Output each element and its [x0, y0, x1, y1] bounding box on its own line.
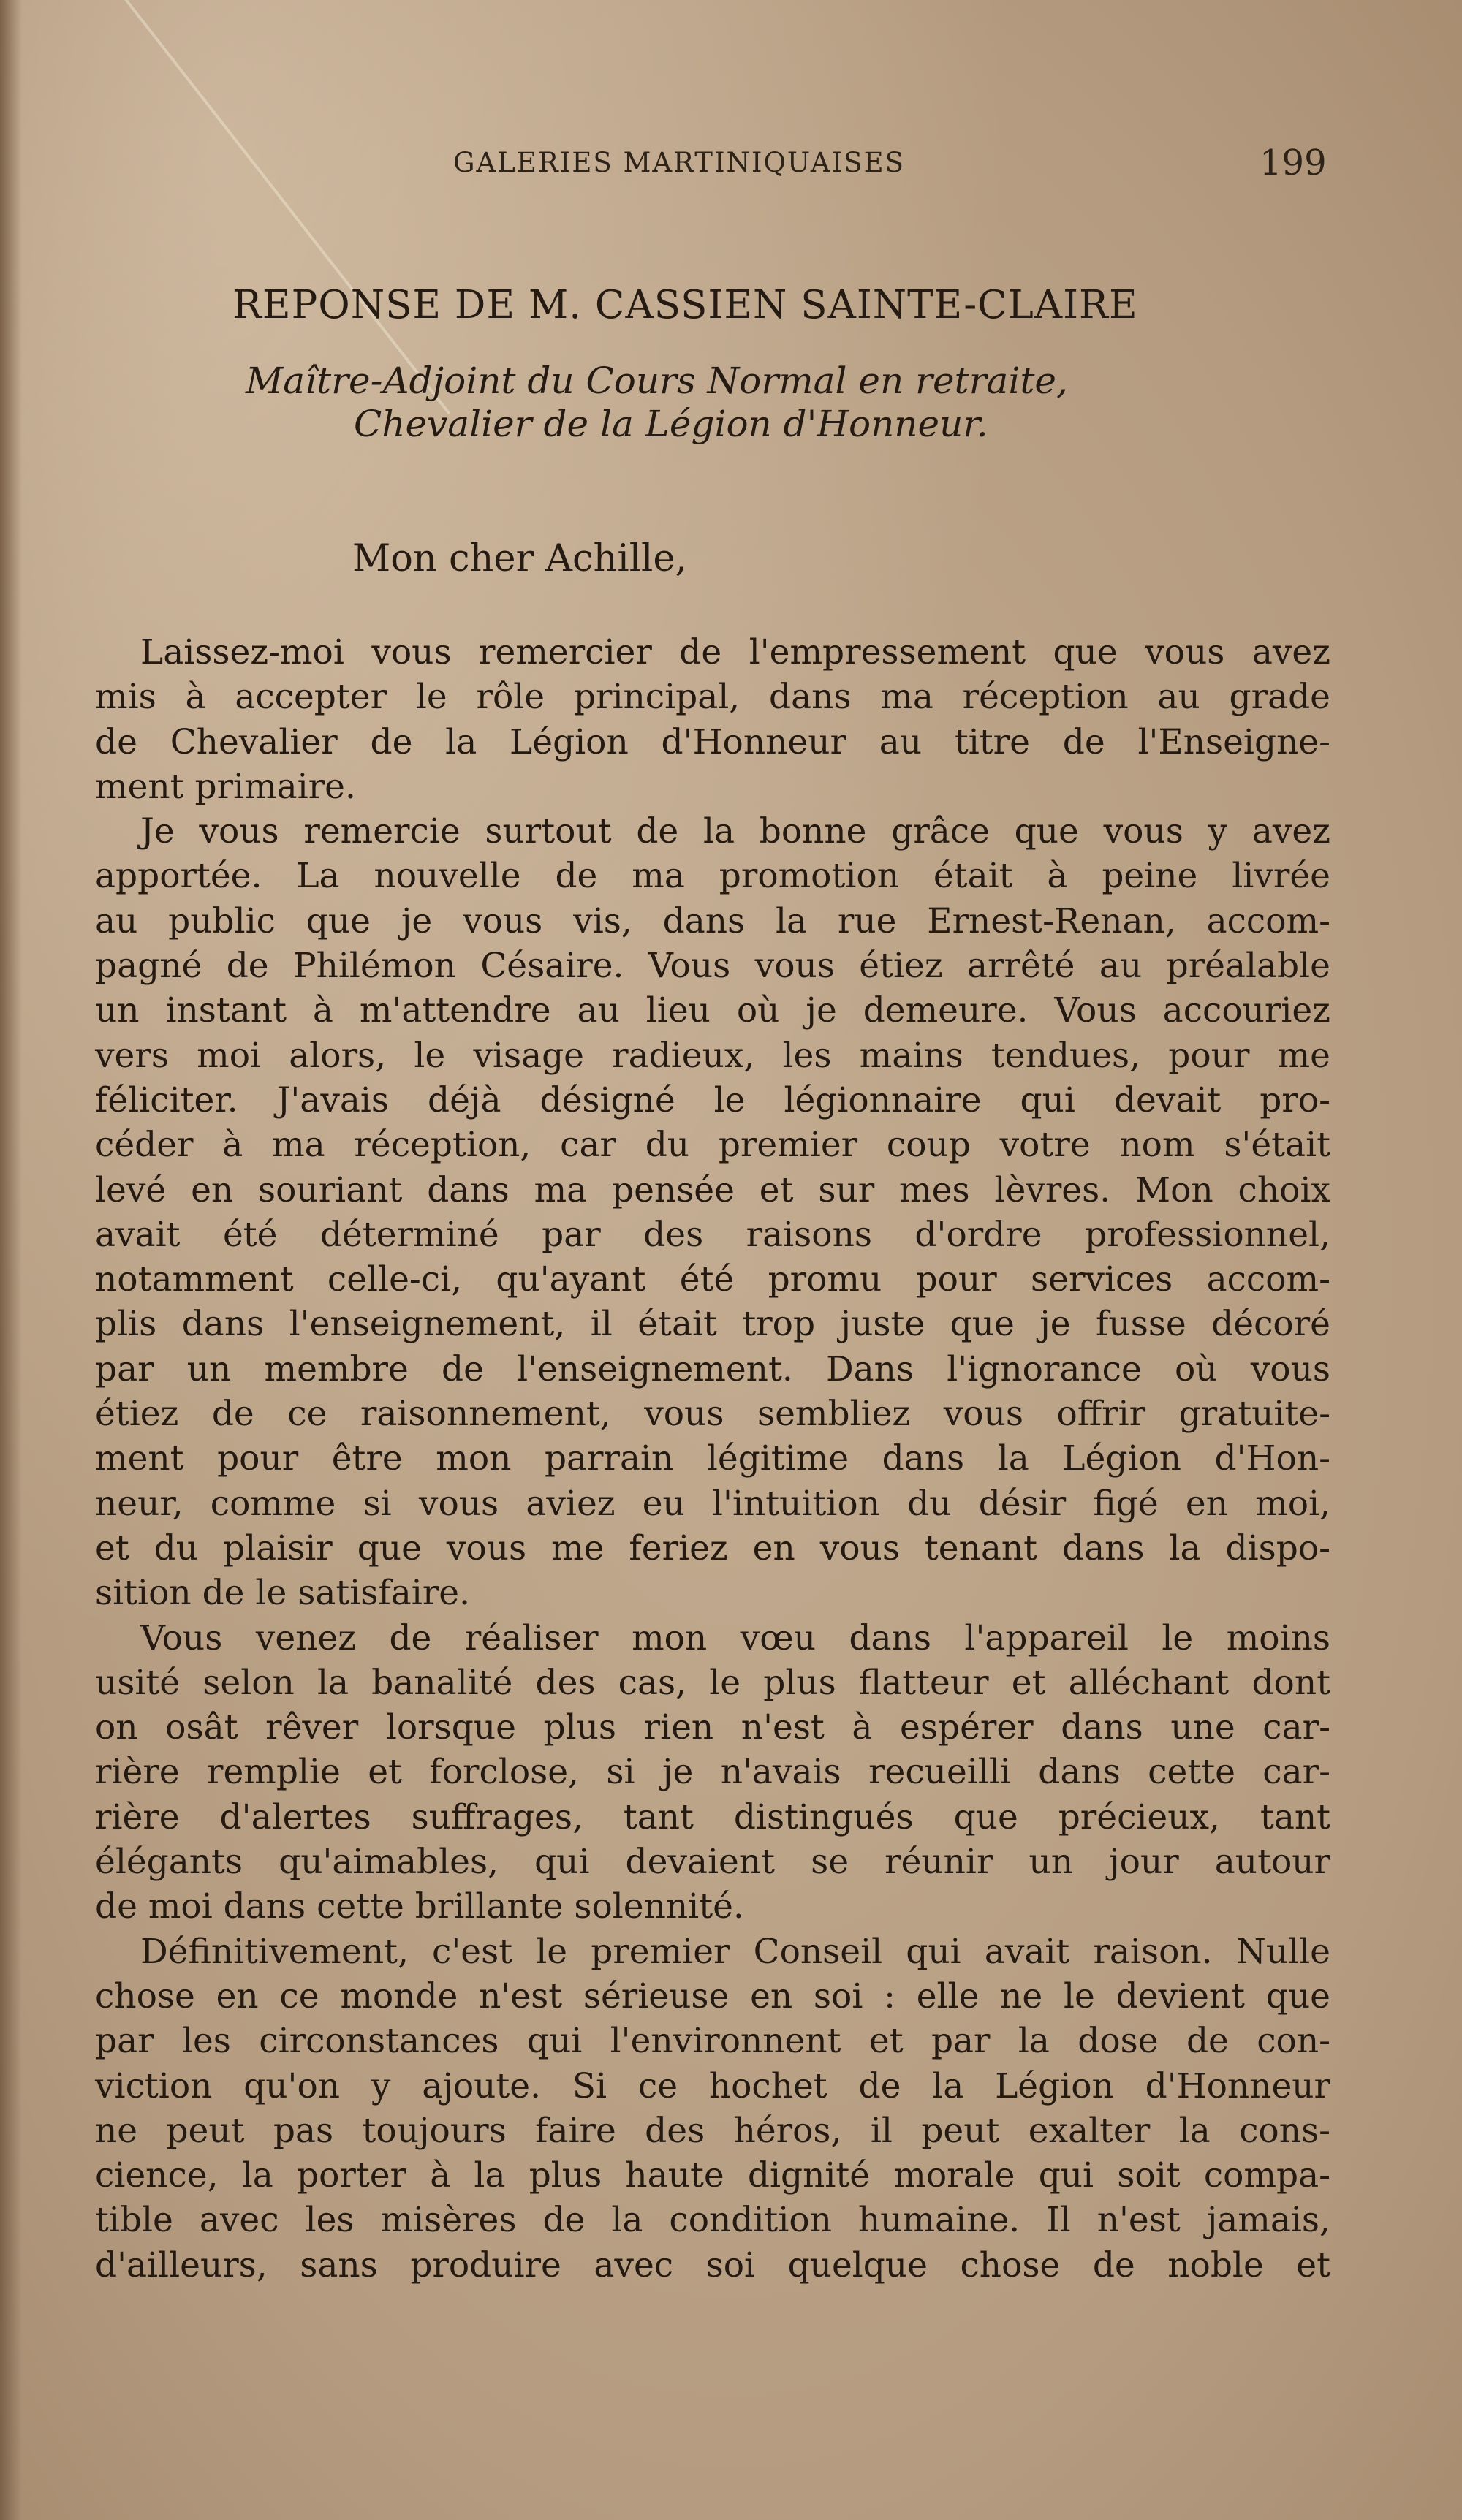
text-line: apportée. La nouvelle de ma promotion était à peine livrée — [95, 856, 1330, 897]
text-line: sition de le satisfaire. — [95, 1573, 471, 1614]
text-line: cience, la porter à la plus haute dignité morale qui soit compa- — [95, 2155, 1330, 2196]
text-line: un instant à m'attendre au lieu où je demeure. Vous accouriez — [95, 990, 1330, 1031]
salutation: Mon cher Achille, — [352, 537, 687, 580]
text-line: ment pour être mon parrain légitime dans la Légion d'Hon- — [95, 1438, 1330, 1479]
text-line: usité selon la banalité des cas, le plus flatteur et alléchant dont — [95, 1662, 1330, 1703]
text-line: Je vous remercie surtout de la bonne grâce que vous y avez — [140, 811, 1330, 852]
text-line: par les circonstances qui l'environnent et par la dose de con- — [95, 2021, 1330, 2062]
text-line: on osât rêver lorsque plus rien n'est à espérer dans une car- — [95, 1707, 1330, 1748]
text-line: tible avec les misères de la condition humaine. Il n'est jamais, — [95, 2200, 1330, 2241]
running-title: GALERIES MARTINIQUAISES — [453, 147, 905, 178]
text-line: élégants qu'aimables, qui devaient se réunir un jour autour — [95, 1842, 1330, 1883]
text-line: d'ailleurs, sans produire avec soi quelque chose de noble et — [95, 2244, 1330, 2285]
text-line: Laissez-moi vous remercier de l'empressement que vous avez — [140, 632, 1330, 672]
text-line: vers moi alors, le visage radieux, les mains tendues, pour me — [95, 1035, 1330, 1076]
author-title-line-2: Chevalier de la Légion d'Honneur. — [354, 403, 988, 445]
text-line: Vous venez de réaliser mon vœu dans l'appareil le moins — [140, 1617, 1330, 1658]
text-line: rière remplie et forclose, si je n'avais recueilli dans cette car- — [95, 1752, 1330, 1793]
running-header — [0, 143, 1462, 186]
text-line: rière d'alertes suffrages, tant distingués que précieux, tant — [95, 1796, 1330, 1837]
text-line: avait été déterminé par des raisons d'ordre professionnel, — [95, 1214, 1330, 1255]
text-line: féliciter. J'avais déjà désigné le légionnaire qui devait pro- — [95, 1079, 1330, 1120]
text-line: et du plaisir que vous me feriez en vous tenant dans la dispo- — [95, 1527, 1330, 1568]
text-line: chose en ce monde n'est sérieuse en soi : elle ne le devient que — [95, 1976, 1330, 2016]
section-heading: REPONSE DE M. CASSIEN SAINTE-CLAIRE — [232, 283, 1138, 327]
letter-body — [95, 630, 1330, 2288]
text-line: ment primaire. — [95, 766, 356, 807]
text-line: mis à accepter le rôle principal, dans ma réception au grade — [95, 677, 1330, 718]
text-line: viction qu'on y ajoute. Si ce hochet de la Légion d'Honneur — [95, 2065, 1330, 2106]
text-line: pagné de Philémon Césaire. Vous vous étiez arrêté au préalable — [95, 946, 1330, 987]
text-line: au public que je vous vis, dans la rue Ernest-Renan, accom- — [95, 900, 1330, 941]
text-line: de moi dans cette brillante solennité. — [95, 1886, 744, 1927]
text-line: plis dans l'enseignement, il était trop juste que je fusse décoré — [95, 1304, 1330, 1345]
text-line: neur, comme si vous aviez eu l'intuition du désir figé en moi, — [95, 1483, 1330, 1524]
text-line: Définitivement, c'est le premier Conseil qui avait raison. Nulle — [140, 1931, 1330, 1972]
text-line: céder à ma réception, car du premier coup votre nom s'était — [95, 1125, 1330, 1166]
text-line: de Chevalier de la Légion d'Honneur au titre de l'Enseigne- — [95, 721, 1330, 762]
page-edge-shadow — [0, 0, 22, 2520]
text-line: notamment celle-ci, qu'ayant été promu pour services accom- — [95, 1259, 1330, 1300]
author-title-line-1: Maître-Adjoint du Cours Normal en retraite, — [246, 360, 1068, 402]
text-line: levé en souriant dans ma pensée et sur mes lèvres. Mon choix — [95, 1169, 1330, 1210]
text-line: ne peut pas toujours faire des héros, il peut exalter la cons- — [95, 2110, 1330, 2151]
page-number: 199 — [1260, 143, 1327, 183]
text-line: étiez de ce raisonnement, vous sembliez vous offrir gratuite- — [95, 1394, 1330, 1435]
paper-crease — [124, 0, 450, 414]
text-line: par un membre de l'enseignement. Dans l'ignorance où vous — [95, 1348, 1330, 1389]
